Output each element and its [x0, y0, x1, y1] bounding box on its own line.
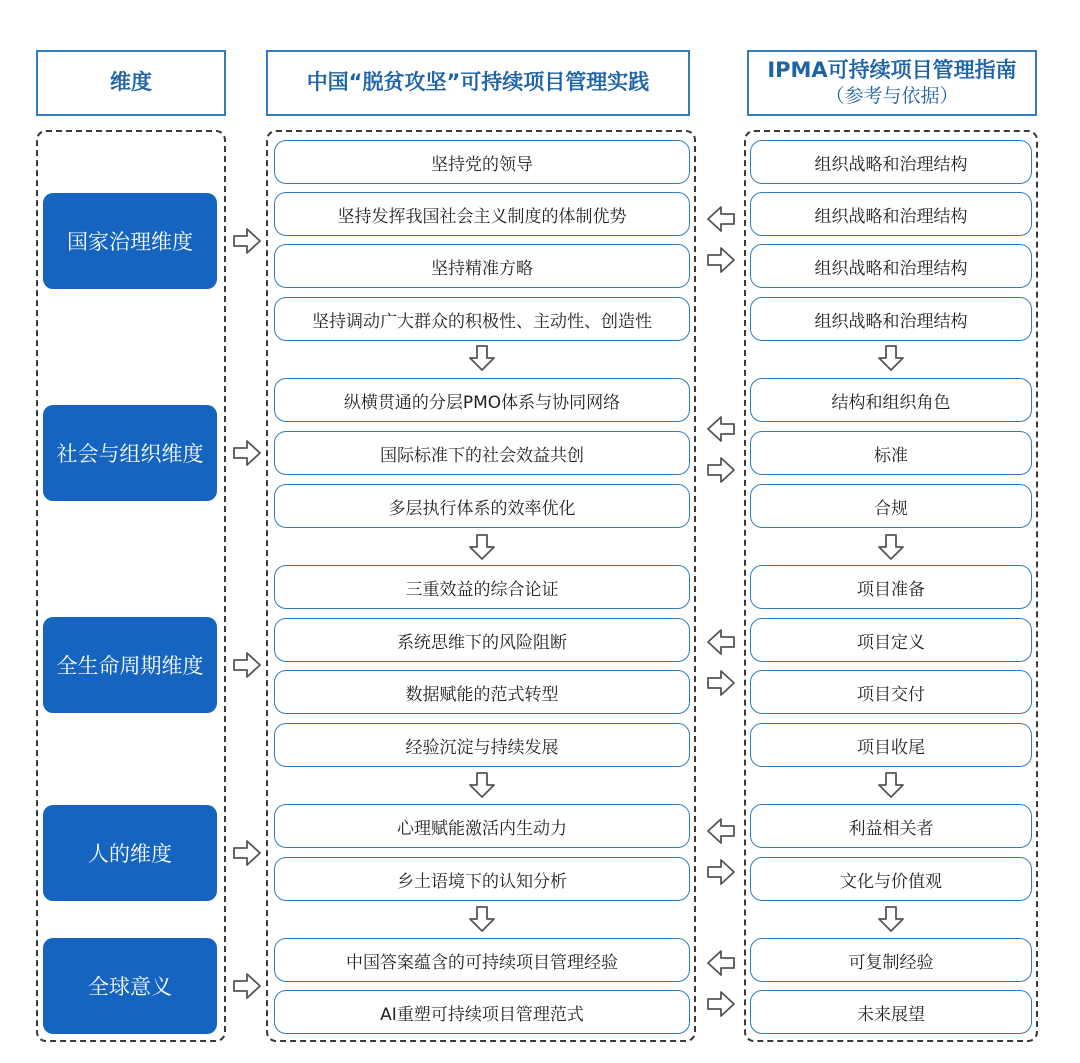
arrow-down-icon: [877, 533, 905, 561]
ipma-item: 组织战略和治理结构: [750, 244, 1032, 288]
ipma-item: 组织战略和治理结构: [750, 192, 1032, 236]
practice-item: 国际标准下的社会效益共创: [274, 431, 690, 475]
practice-item: 坚持党的领导: [274, 140, 690, 184]
arrow-left-icon: [706, 817, 736, 845]
arrow-right-icon: [232, 439, 262, 467]
header-practice-label: 中国“脱贫攻坚”可持续项目管理实践: [306, 70, 650, 95]
practice-item: 数据赋能的范式转型: [274, 670, 690, 714]
practice-item: 多层执行体系的效率优化: [274, 484, 690, 528]
arrow-down-icon: [877, 905, 905, 933]
practice-item: 经验沉淀与持续发展: [274, 723, 690, 767]
practice-item: 乡土语境下的认知分析: [274, 857, 690, 901]
practice-item: 系统思维下的风险阻断: [274, 618, 690, 662]
header-ipma-title: IPMA可持续项目管理指南: [767, 58, 1017, 82]
arrow-down-icon: [877, 771, 905, 799]
ipma-item: 利益相关者: [750, 804, 1032, 848]
header-dimension-label: 维度: [110, 70, 152, 95]
ipma-item: 标准: [750, 431, 1032, 475]
ipma-item: 项目准备: [750, 565, 1032, 609]
practice-item: 坚持调动广大群众的积极性、主动性、创造性: [274, 297, 690, 341]
ipma-item: 组织战略和治理结构: [750, 297, 1032, 341]
arrow-down-icon: [468, 344, 496, 372]
dimension-global-significance: 全球意义: [43, 938, 217, 1034]
ipma-item: 项目收尾: [750, 723, 1032, 767]
header-ipma-subtitle: （参考与依据）: [825, 85, 959, 108]
ipma-item: 未来展望: [750, 990, 1032, 1034]
practice-item: 纵横贯通的分层PMO体系与协同网络: [274, 378, 690, 422]
arrow-left-icon: [706, 949, 736, 977]
arrow-right-icon: [232, 651, 262, 679]
arrow-right-icon: [706, 858, 736, 886]
arrow-down-icon: [877, 344, 905, 372]
arrow-left-icon: [706, 415, 736, 443]
practice-item: 中国答案蕴含的可持续项目管理经验: [274, 938, 690, 982]
arrow-down-icon: [468, 771, 496, 799]
practice-item: 坚持精准方略: [274, 244, 690, 288]
arrow-right-icon: [232, 972, 262, 1000]
dimension-full-lifecycle: 全生命周期维度: [43, 617, 217, 713]
arrow-right-icon: [232, 227, 262, 255]
dimension-human: 人的维度: [43, 805, 217, 901]
dimension-social-organization: 社会与组织维度: [43, 405, 217, 501]
arrow-right-icon: [706, 246, 736, 274]
header-practice: [266, 50, 690, 116]
practice-item: AI重塑可持续项目管理范式: [274, 990, 690, 1034]
practice-item: 坚持发挥我国社会主义制度的体制优势: [274, 192, 690, 236]
arrow-right-icon: [706, 990, 736, 1018]
arrow-down-icon: [468, 533, 496, 561]
ipma-item: 文化与价值观: [750, 857, 1032, 901]
arrow-right-icon: [232, 839, 262, 867]
ipma-item: 可复制经验: [750, 938, 1032, 982]
ipma-item: 项目交付: [750, 670, 1032, 714]
ipma-item: 合规: [750, 484, 1032, 528]
arrow-down-icon: [468, 905, 496, 933]
arrow-right-icon: [706, 669, 736, 697]
header-ipma: [747, 50, 1037, 116]
arrow-left-icon: [706, 205, 736, 233]
ipma-item: 组织战略和治理结构: [750, 140, 1032, 184]
header-dimension: [36, 50, 226, 116]
arrow-left-icon: [706, 628, 736, 656]
ipma-item: 项目定义: [750, 618, 1032, 662]
ipma-item: 结构和组织角色: [750, 378, 1032, 422]
practice-item: 三重效益的综合论证: [274, 565, 690, 609]
practice-item: 心理赋能激活内生动力: [274, 804, 690, 848]
arrow-right-icon: [706, 456, 736, 484]
dimension-national-governance: 国家治理维度: [43, 193, 217, 289]
